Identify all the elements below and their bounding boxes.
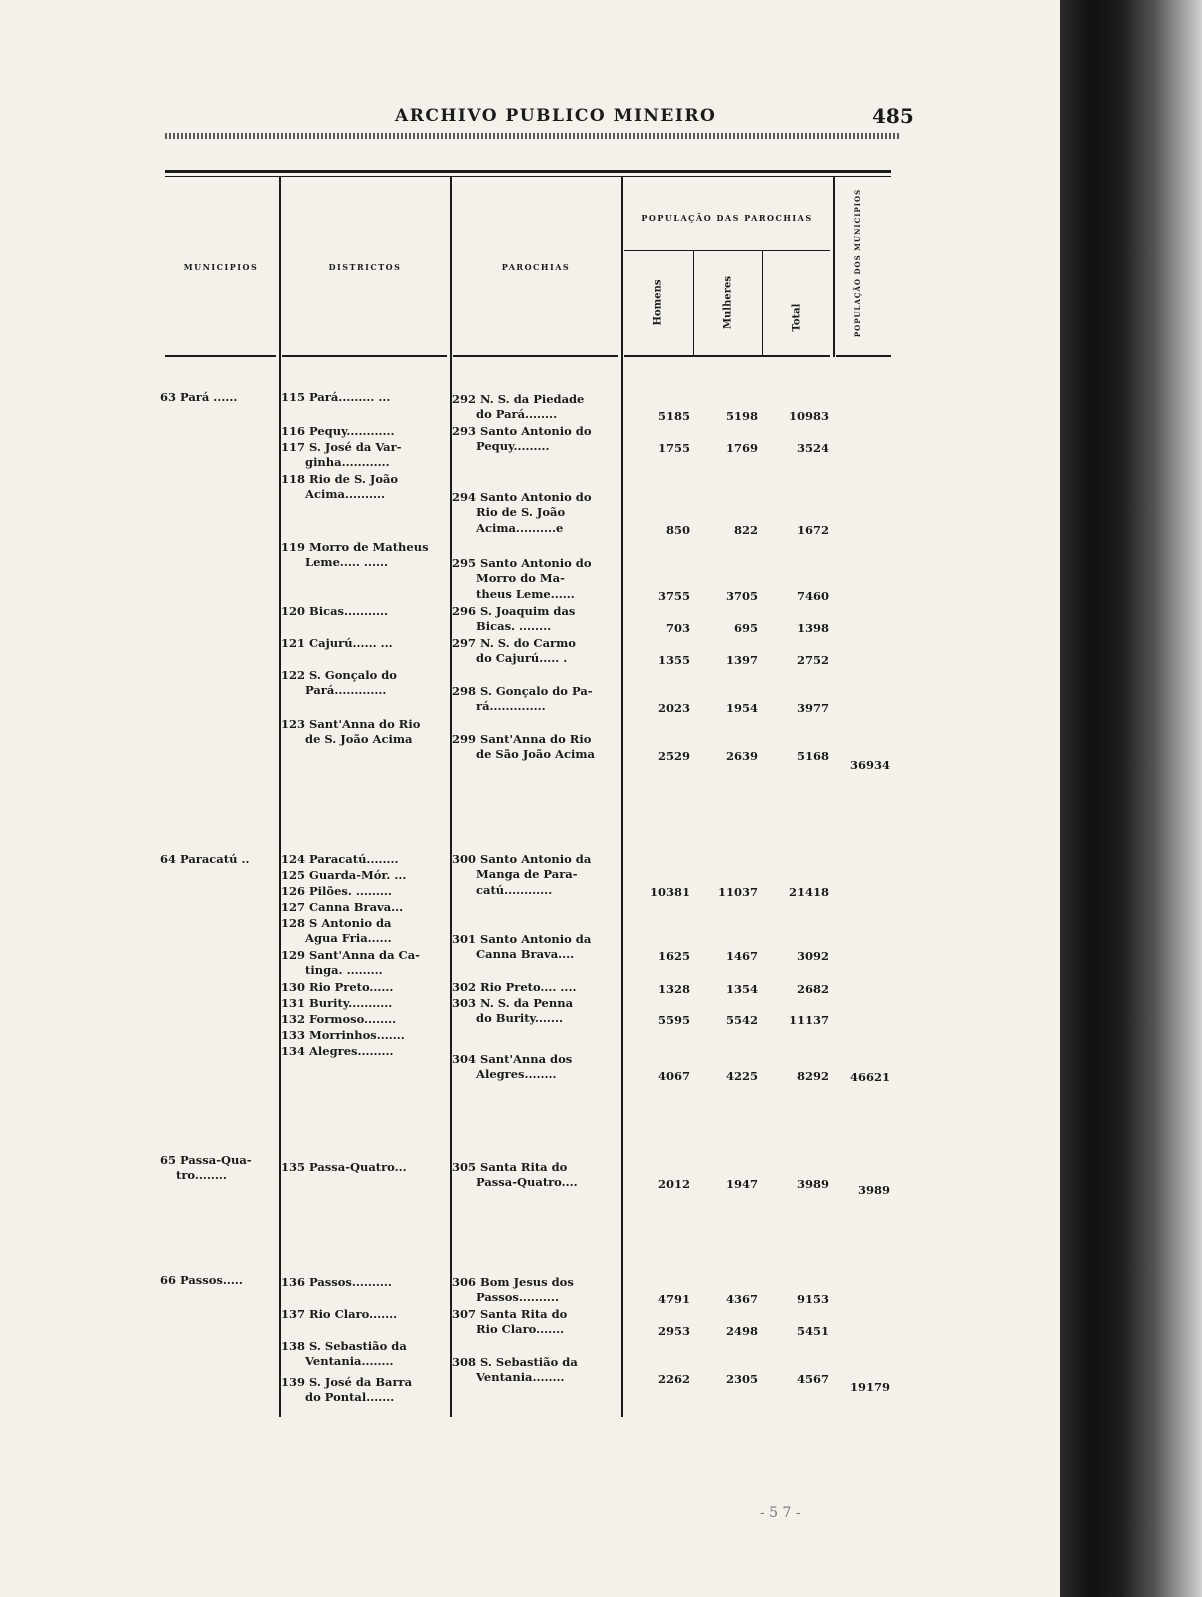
total-value: 7460 [796,588,829,603]
book-binding [1060,0,1202,1597]
header-bottom-rule [165,355,276,357]
table-top-rule [165,170,891,173]
total-value: 3092 [796,949,829,964]
parish-entry: Ventania........ [452,1370,565,1385]
parish-entry: Acima..........e [452,520,564,535]
header-mulheres: Mulheres [722,275,734,330]
district-entry: do Pontal....... [281,1390,395,1405]
homens-value: 2953 [657,1324,690,1339]
total-value: 21418 [788,884,829,899]
header-municipios: MUNICIPIOS [183,262,259,272]
district-entry: Pará............. [281,683,387,698]
district-entry: 120 Bicas........... [281,604,389,618]
mulheres-value: 4225 [725,1069,758,1084]
mulheres-value: 822 [733,522,758,537]
total-value: 3977 [796,701,829,716]
municipio-total: 46621 [849,1070,890,1084]
homens-value: 2012 [657,1177,690,1192]
municipio-name: 63 Pará ...... [160,390,238,404]
mulheres-value: 2498 [725,1324,758,1339]
district-entry: 127 Canna Brava... [281,900,404,914]
total-value: 5168 [796,749,829,764]
header-parochias: PAROCHIAS [501,262,571,272]
column-divider [762,250,763,357]
parish-entry: Rio Claro....... [452,1322,565,1337]
header-bottom-rule [836,355,891,357]
total-value: 1398 [796,621,829,636]
mulheres-value: 5198 [725,409,758,424]
total-value: 3524 [796,441,829,456]
parish-entry: Morro do Ma- [452,571,565,586]
district-entry: Leme..... ...... [281,555,388,570]
header-homens: Homens [652,279,664,326]
header-populacao-parochias: POPULAÇÃO DAS PAROCHIAS [641,213,813,223]
column-divider [833,177,835,357]
parish-entry: theus Leme...... [452,586,575,601]
parish-entry: Manga de Para- [452,867,578,882]
district-entry: 118 Rio de S. João [281,472,399,486]
district-entry: 139 S. José da Barra [281,1375,413,1389]
district-entry: 138 S. Sebastião da [281,1339,407,1353]
district-entry: 123 Sant'Anna do Rio [281,717,421,731]
header-bottom-rule [282,355,447,357]
parish-entry: Passa-Quatro.... [452,1175,578,1190]
municipio-name: tro........ [160,1168,227,1183]
district-entry: de S. João Acima [281,732,413,747]
district-entry: 121 Cajurú...... ... [281,636,393,650]
homens-value: 2529 [657,749,690,764]
parish-entry: catú............ [452,882,553,897]
mulheres-value: 1769 [725,441,758,456]
parish-entry: Alegres........ [452,1067,557,1082]
parish-entry: do Cajurú..... . [452,651,568,666]
parish-entry: 308 S. Sebastião da [452,1355,578,1369]
homens-value: 10381 [649,884,690,899]
page-number: 485 [872,104,914,128]
parish-entry: 292 N. S. da Piedade [452,392,585,406]
district-entry: 125 Guarda-Mór. ... [281,868,407,882]
parish-entry: Rio de S. João [452,505,566,520]
district-entry: 132 Formoso........ [281,1012,397,1026]
municipio-name: 65 Passa-Qua- [160,1153,252,1167]
homens-value: 5595 [657,1013,690,1028]
municipio-name: 66 Passos..... [160,1273,243,1287]
column-divider [693,250,694,357]
total-value: 4567 [796,1372,829,1387]
municipio-total: 19179 [849,1380,890,1394]
parish-entry: 295 Santo Antonio do [452,556,592,570]
homens-value: 1328 [657,982,690,996]
parish-entry: 298 S. Gonçalo do Pa- [452,684,593,698]
homens-value: 4791 [657,1292,690,1307]
table-top-rule-thin [165,176,891,177]
mulheres-value: 2639 [725,749,758,764]
homens-value: 850 [665,522,690,537]
municipio-total: 36934 [849,758,890,772]
parish-entry: 293 Santo Antonio do [452,424,592,438]
homens-value: 1625 [657,949,690,964]
district-entry: tinga. ......... [281,963,383,978]
parish-entry: 294 Santo Antonio do [452,490,592,504]
header-bottom-rule [453,355,618,357]
total-value: 5451 [796,1324,829,1339]
homens-value: 2262 [657,1372,690,1387]
district-entry: 133 Morrinhos....... [281,1028,405,1042]
homens-value: 703 [665,621,690,636]
parish-entry: 301 Santo Antonio da [452,932,592,946]
parish-entry: 299 Sant'Anna do Rio [452,732,592,746]
homens-value: 1755 [657,441,690,456]
district-entry: 126 Pilões. ......... [281,884,392,898]
mulheres-value: 11037 [717,884,758,899]
mulheres-value: 3705 [725,588,758,603]
header-total: Total [791,303,803,332]
homens-value: 3755 [657,588,690,603]
parish-entry: do Burity....... [452,1011,563,1026]
mulheres-value: 5542 [725,1013,758,1028]
mulheres-value: 4367 [725,1292,758,1307]
header-rule [165,133,901,139]
district-entry: 137 Rio Claro....... [281,1307,398,1321]
district-entry: 135 Passa-Quatro... [281,1160,407,1174]
parish-entry: 296 S. Joaquim das [452,604,576,618]
total-value: 2682 [796,982,829,996]
header-populacao-municipios: POPULAÇÃO DOS MUNICIPIOS [853,188,862,338]
column-divider [279,177,281,1417]
column-divider [450,177,452,1417]
parish-entry: 307 Santa Rita do [452,1307,568,1321]
district-entry: 128 S Antonio da [281,916,392,930]
district-entry: 130 Rio Preto...... [281,980,394,994]
municipio-total: 3989 [857,1183,890,1197]
district-entry: 131 Burity........... [281,996,393,1010]
parish-entry: Pequy......... [452,439,550,454]
total-value: 9153 [796,1292,829,1307]
mulheres-value: 1354 [725,982,758,996]
district-entry: 122 S. Gonçalo do [281,668,397,682]
mulheres-value: 1947 [725,1177,758,1192]
homens-value: 1355 [657,653,690,668]
district-entry: Acima.......... [281,487,385,502]
district-entry: 117 S. José da Var- [281,440,402,454]
district-entry: 119 Morro de Matheus [281,540,429,554]
parish-entry: 303 N. S. da Penna [452,996,574,1010]
footer-mark: - 5 7 - [760,1505,801,1521]
parish-entry: Canna Brava.... [452,947,575,962]
column-divider [621,177,623,1417]
parish-entry: rá.............. [452,699,546,714]
mulheres-value: 695 [733,621,758,636]
parish-entry: de São João Acima [452,747,595,762]
total-value: 3989 [796,1177,829,1192]
district-entry: 136 Passos.......... [281,1275,392,1289]
total-value: 1672 [796,522,829,537]
district-entry: 124 Paracatú........ [281,852,399,866]
population-subheader-rule [624,250,830,251]
parish-entry: 306 Bom Jesus dos [452,1275,574,1289]
total-value: 8292 [796,1069,829,1084]
district-entry: 115 Pará......... ... [281,390,391,404]
total-value: 10983 [788,409,829,424]
district-entry: Ventania........ [281,1354,394,1369]
district-entry: 116 Pequy............ [281,424,395,438]
parish-entry: Bicas. ........ [452,619,552,634]
parish-entry: 305 Santa Rita do [452,1160,568,1174]
district-entry: 134 Alegres......... [281,1044,394,1058]
parish-entry: Passos.......... [452,1290,559,1305]
header-bottom-rule [624,355,830,357]
district-entry: ginha............ [281,455,390,470]
parish-entry: do Pará........ [452,407,558,422]
homens-value: 4067 [657,1069,690,1084]
parish-entry: 304 Sant'Anna dos [452,1052,573,1066]
page-title: ARCHIVO PUBLICO MINEIRO [395,106,717,126]
total-value: 2752 [796,653,829,668]
header-districtos: DISTRICTOS [328,262,402,272]
total-value: 11137 [788,1013,829,1028]
parish-entry: 300 Santo Antonio da [452,852,592,866]
parish-entry: 302 Rio Preto.... .... [452,980,577,994]
mulheres-value: 1954 [725,701,758,716]
homens-value: 2023 [657,701,690,716]
mulheres-value: 1467 [725,949,758,964]
municipio-name: 64 Paracatú .. [160,852,250,866]
homens-value: 5185 [657,409,690,424]
parish-entry: 297 N. S. do Carmo [452,636,576,650]
mulheres-value: 2305 [725,1372,758,1387]
district-entry: 129 Sant'Anna da Ca- [281,948,420,962]
mulheres-value: 1397 [725,653,758,668]
district-entry: Agua Fria...... [281,931,392,946]
